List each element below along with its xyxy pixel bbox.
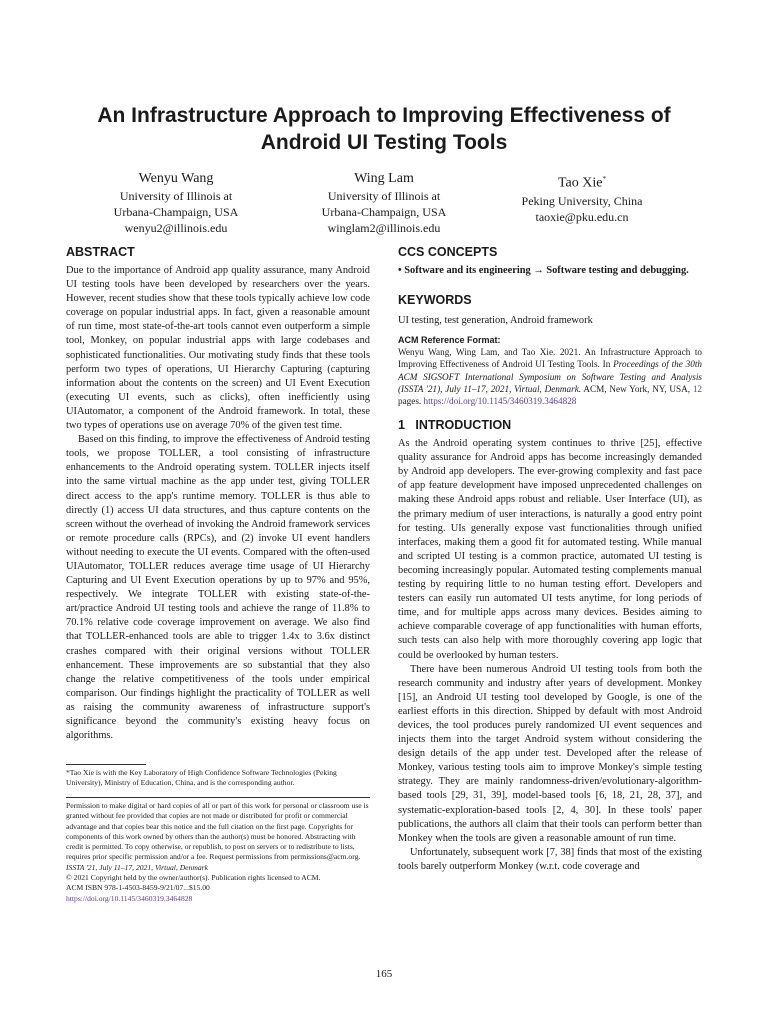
author-affiliation: Peking University, China [521,193,643,208]
venue: ISSTA '21, July 11–17, 2021, Virtual, Denmark [66,862,208,872]
abstract-heading: ABSTRACT [66,245,135,259]
acm-reference-heading: ACM Reference Format: [398,335,501,346]
author-affiliation: University of Illinois at [327,189,441,203]
ccs-text: • Software and its engineering → Software testing and debugging. [398,265,689,276]
author-name-text: Tao Xie [557,175,603,191]
keywords-text: UI testing, test generation, Android framework [398,315,593,326]
permission-rule [66,797,370,798]
author-block-3 [472,170,692,225]
permission-block [66,801,370,904]
author-name: Wenyu Wang [138,171,214,186]
introduction-heading: 1 INTRODUCTION [398,418,512,433]
intro-paragraph-1: As the Android operating system continues to thrive [25], effective quality assurance for Android apps has become increasingly demanded by Android app developers. The ever-growing complexity and fast pace of app feature development have imposed unprecedented challenges on making these Android apps robust and reliable. User Interface (UI), as the primary medium of user interactions, is naturally a good entry point for testing. UIs generally expose vast functionalities through unified interfaces, making them a good fit for automated testing. While manual and scripted UI testing is a common practice, automated UI testing is becoming increasingly popular. Automated testing complements manual testing by requiring little to no human testing effort. Developers and testers can easily run automated UI tests anytime, for long periods of time, and for multiple apps across many devices. Besides aiming to achieve comparable coverage of app functionalities with human efforts, such tests can also help with more thoroughly covering app logic that could be overlooked by human testers. [398,438,702,661]
acm-ref-proceedings: Proceedings of the 30th ACM SIGSOFT International Symposium on Software Testing and Analysis (ISSTA '21), July 11–17, 2021, Virtual, Denmark. [398,359,702,394]
author-email: winglam2@illinois.edu [327,221,441,235]
isbn: ACM ISBN 978-1-4503-8459-9/21/07...$15.00 [66,883,210,893]
author-email: wenyu2@illinois.edu [124,221,228,235]
author-name: Wing Lam [354,171,414,186]
acm-ref-post: ACM, New York, NY, USA, [581,383,693,394]
left-column [66,244,370,743]
intro-paragraph-3: Unfortunately, subsequent work [7, 38] finds that most of the existing tools barely outperform Monkey (w.r.t. code coverage and [398,846,702,872]
keywords-heading: KEYWORDS [398,293,472,307]
paper-title [60,102,708,156]
permission-text: Permission to make digital or hard copies of all or part of this work for personal or classroom use is granted without fee provided that copies are not made or distributed for profit or commercial advantage and that copies bear this notice and the full citation on the first page. Copyrights for components of this work owned by others than the author(s) must be honored. Abstracting with credit is permitted. To copy otherwise, or republish, to post on servers or to redistribute to lists, requires prior specific permission and/or a fee. Request permissions from permissions@acm.org. [66,801,369,862]
acm-ref-doi-link[interactable]: https://doi.org/10.1145/3460319.3464828 [423,395,577,406]
abstract-paragraph-2: Based on this finding, to improve the effectiveness of Android testing tools, we propose TOLLER, a tool consisting of infrastructure enhancements to the Android operating system. TOLLER injects itself into the same virtual machine as the app under test, giving TOLLER direct access to the app's runtime memory. TOLLER is thus able to directly (1) access UI data structures, and thus capture contents on the screen without the overhead of invoking the Android framework services or remote procedure calls (RPCs), and (2) invoke UI event handlers without needing to execute the UI events. Compared with the often-used UIAutomator, TOLLER reduces average time usage of UI Hierarchy Capturing and UI Event Execution operations by up to 97% and 95%, respectively. We integrate TOLLER with existing state-of-the-art/practice Android UI testing tools and achieve the range of 11.8% to 70.1% relative code coverage improvement on average. We also find that TOLLER-enhanced tools are able to trigger 1.4x to 3.6x distinct crashes compared with their original versions without TOLLER enhancement. These improvements are so substantial that they also change the relative competitiveness of the tools under empirical comparison. Our findings highlight the practicality of TOLLER as well as raising the community awareness of infrastructure support's significance beyond the community's existing heavy focus on algorithms. [66,434,370,742]
author-affiliation: Urbana-Champaign, USA [113,205,239,219]
author-name [472,170,692,193]
corresponding-mark: * [602,175,606,183]
author-affiliation: Urbana-Champaign, USA [321,205,447,219]
right-column [398,244,702,874]
acm-ref-pages-suffix: pages. [398,395,424,406]
intro-paragraph-2: There have been numerous Android UI testing tools from both the research community and industry after years of development. Monkey [15], an Android UI testing tool developed by Google, is one of the earliest efforts in this direction. Shipped by default with most Android devices, the tool produces purely randomized UI event sequences and injects them into the target Android system without considering the design details of the app under test. Developed after the release of Monkey, various testing tools aim to improve Monkey's simple testing strategy. They are mainly randomness-driven/evolutionary-algorithm-based tools [29, 31, 39], model-based tools [6, 18, 21, 28, 37], and systematic-exploration-based tools [2, 4, 30]. In these tools' paper publications, the authors all claim that their tools can perform better than Monkey when the tools are given a reasonable amount of run time. [398,663,702,844]
ccs-heading: CCS CONCEPTS [398,245,498,259]
acm-ref-pages[interactable]: 12 [692,383,702,394]
copyright: © 2021 Copyright held by the owner/author(s). Publication rights licensed to ACM. [66,873,321,883]
author-email: taoxie@pku.edu.cn [535,209,629,224]
doi-link[interactable]: https://doi.org/10.1145/3460319.3464828 [66,893,193,903]
author-block-2 [274,170,494,236]
title-line-2: Android UI Testing Tools [260,131,508,154]
footnote-rule [66,764,146,765]
title-line-1: An Infrastructure Approach to Improving Effectiveness of [97,104,671,127]
acm-reference-text [398,346,702,407]
page-number: 165 [375,968,393,980]
footnote: *Tao Xie is with the Key Laboratory of High Confidence Software Technologies (Peking University), Ministry of Education, China, and is the corresponding author. [66,768,337,788]
author-affiliation: University of Illinois at [119,189,233,203]
abstract-paragraph-1: Due to the importance of Android app quality assurance, many Android UI testing tools have been developed by researchers over the years. However, recent studies show that these tools typically achieve low code coverage on popular industrial apps. In fact, given a reasonable amount of run time, most state-of-the-art tools cannot even outperform a simple tool, Monkey, on popular industrial apps with large codebases and sophisticated functionalities. Our motivating study finds that these tools perform two types of operations, UI Hierarchy Capturing (capturing information about the contents on the screen) and UI Event Execution (executing UI events, such as clicks), often inefficiently using UIAutomator, a component of the Android framework. In total, these two types of operations use on average 70% of the given test time. [66,265,370,432]
acm-ref-pre: Wenyu Wang, Wing Lam, and Tao Xie. 2021. An Infrastructure Approach to Improving Effectiveness of Android UI Testing Tools. In [398,347,702,370]
author-block-1 [66,170,286,236]
